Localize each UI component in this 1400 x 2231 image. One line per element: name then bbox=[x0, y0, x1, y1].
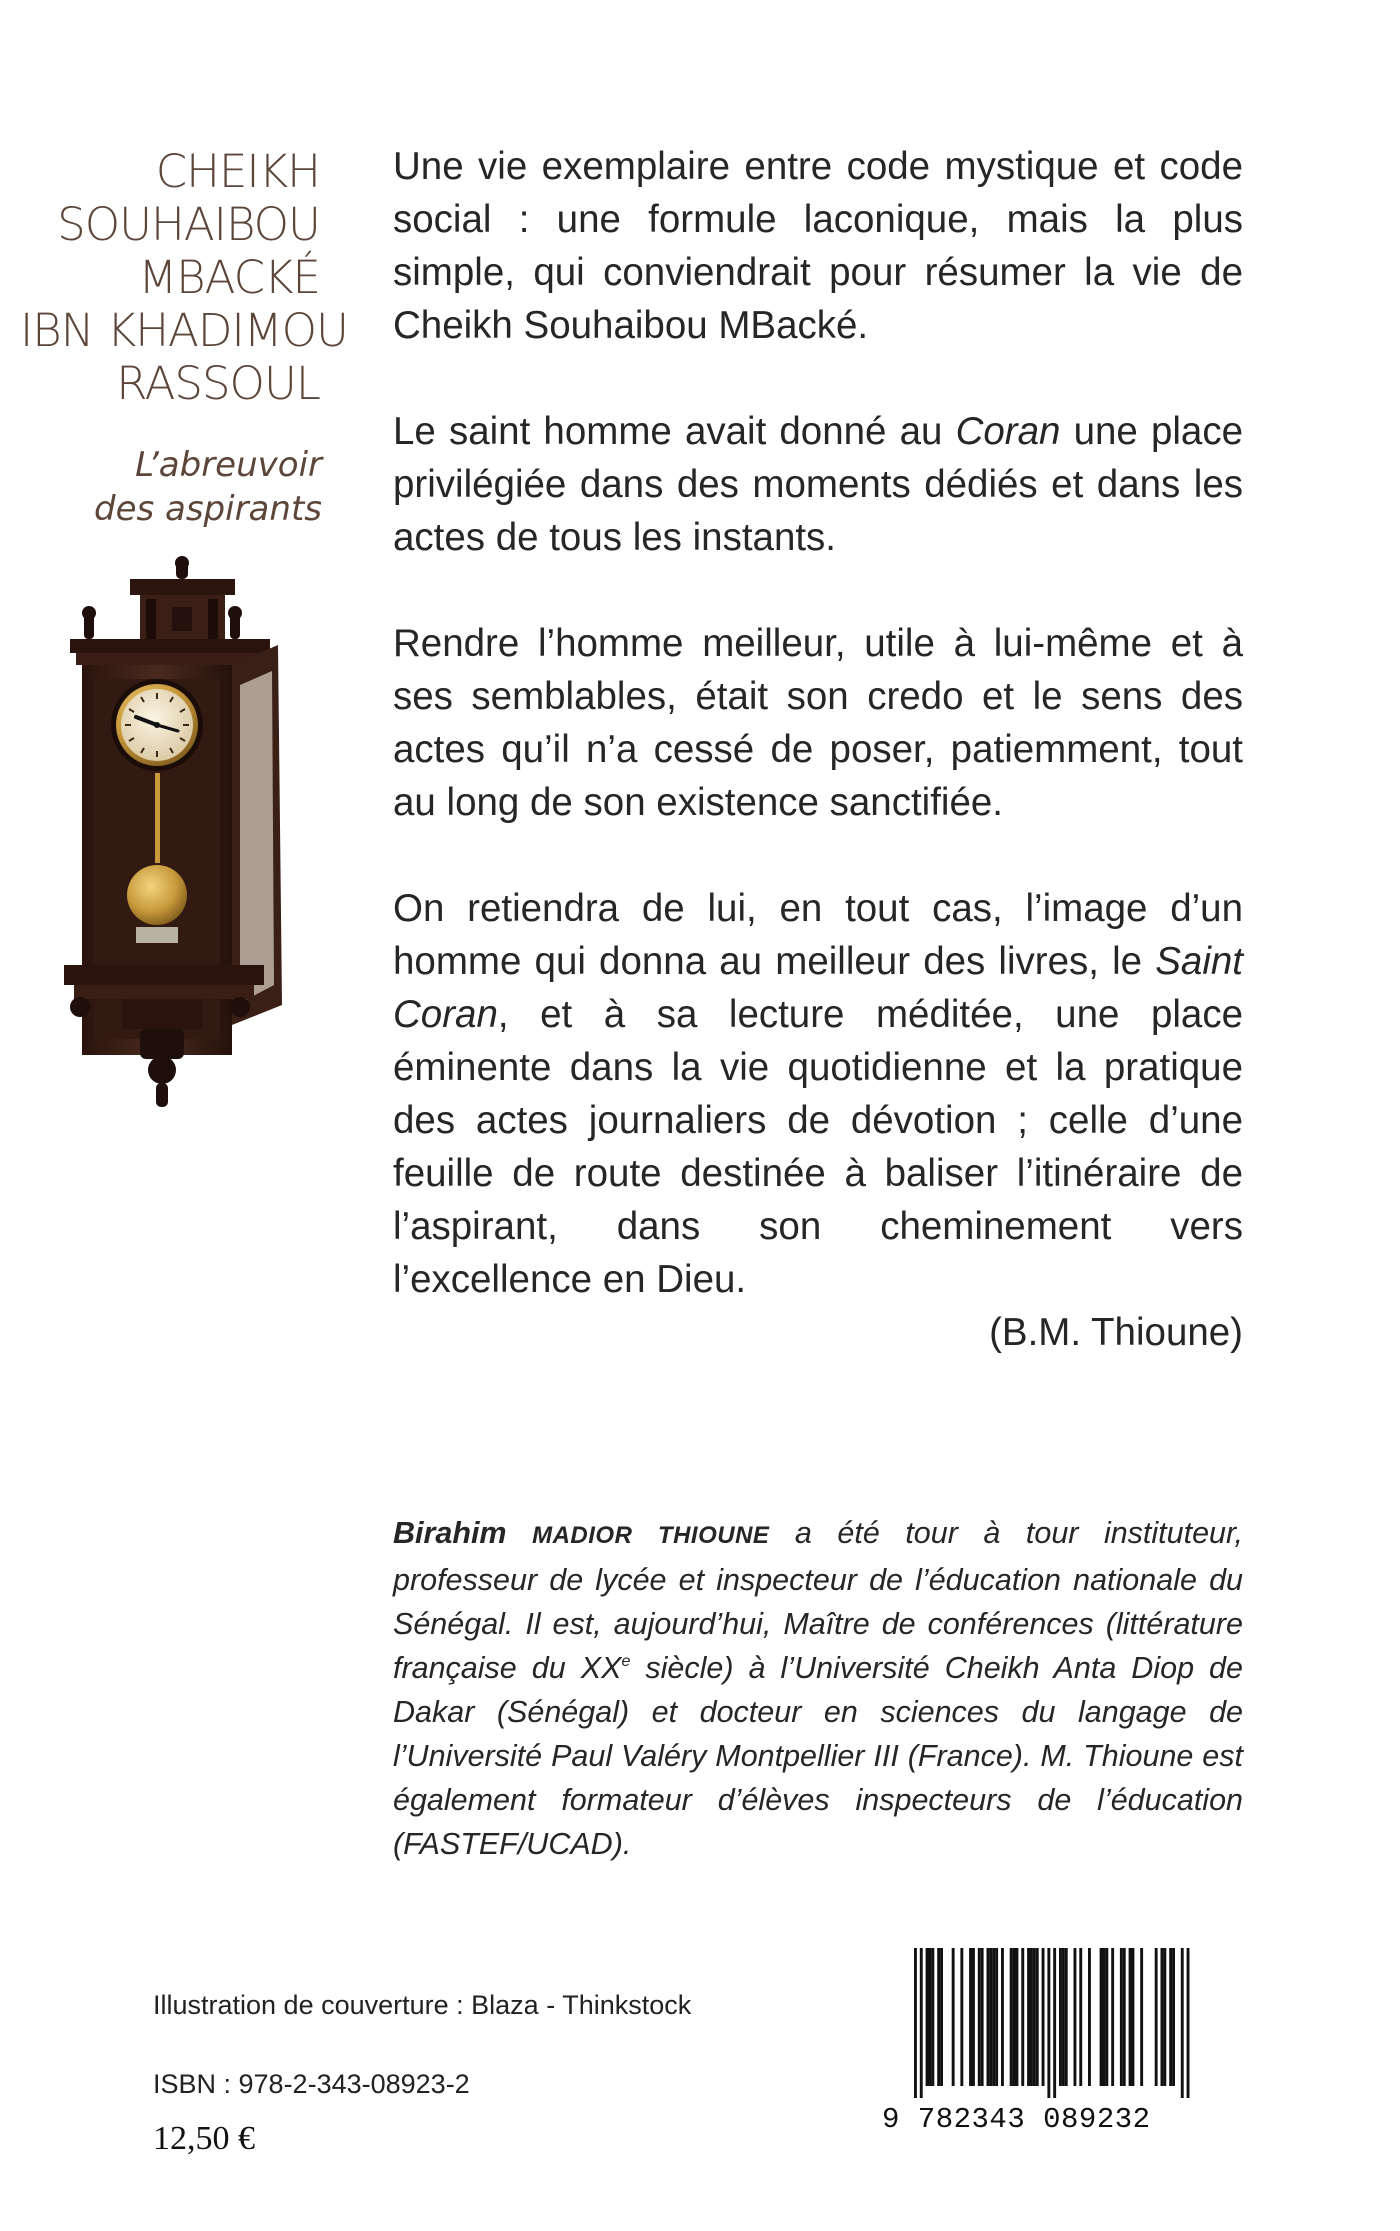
subtitle-line: des aspirants bbox=[93, 489, 322, 529]
barcode-bar bbox=[987, 1948, 990, 2086]
author-first-name: Birahim bbox=[393, 1516, 507, 1550]
book-title bbox=[20, 145, 348, 410]
barcode-bar bbox=[1079, 1948, 1082, 2086]
barcode-bar bbox=[1132, 1948, 1135, 2086]
paragraph: Une vie exemplaire entre code mystique et code social : une formule laconique, mais la plus simple, qui conviendrait pour résumer la vie de Cheikh Souhaibou MBacké. bbox=[393, 145, 1243, 347]
wall-clock-icon bbox=[60, 555, 330, 1115]
isbn: ISBN : 978-2-343-08923-2 bbox=[153, 2069, 470, 2099]
bio-text: siècle) à l’Université Cheikh Anta Diop de Dakar (Sénégal) et docteur en sciences du langage de l’Université Paul Valéry Montpellier III (France). M. Thioune est également formateur d’élèves inspecteurs de l’éducation (FASTEF/UCAD). bbox=[393, 1651, 1243, 1861]
barcode-bar bbox=[1047, 1948, 1050, 2098]
barcode-bar bbox=[1016, 1948, 1019, 2086]
barcode-bar bbox=[1042, 1948, 1045, 2086]
subtitle-line: L’abreuvoir bbox=[135, 445, 322, 485]
barcode-bar bbox=[1027, 1948, 1030, 2086]
text-run: , et à sa lecture méditée, une place éminente dans la vie quotidienne et la pratique des actes journaliers de dévotion ; celle d’une feuille de route destinée à baliser l’itinéraire de l’aspirant, dans son cheminement vers l’excellence en Dieu. bbox=[393, 993, 1243, 1301]
author-middle-name: MADIOR bbox=[532, 1522, 633, 1549]
barcode-bar bbox=[1181, 1948, 1184, 2098]
italic-run: Coran bbox=[955, 410, 1061, 453]
paragraph bbox=[393, 882, 1243, 1306]
title-line: MBACKÉ bbox=[138, 251, 320, 304]
author-last-name: THIOUNE bbox=[657, 1522, 770, 1549]
barcode-bar bbox=[1105, 1948, 1108, 2086]
barcode-bar bbox=[1074, 1948, 1077, 2086]
barcode-bar bbox=[978, 1948, 981, 2086]
text-run: Le saint homme avait donné au bbox=[393, 410, 956, 453]
author-bio bbox=[393, 1511, 1243, 1866]
barcode-bar bbox=[914, 1948, 917, 2098]
barcode-bar bbox=[1001, 1948, 1004, 2086]
barcode-bar bbox=[1169, 1948, 1172, 2086]
title-line: CHEIKH bbox=[155, 145, 320, 198]
barcode-bar bbox=[1103, 1948, 1106, 2086]
book-subtitle bbox=[60, 443, 322, 531]
barcode-bar bbox=[981, 1948, 984, 2086]
barcode-bar bbox=[937, 1948, 940, 2086]
text-run: On retiendra de lui, en tout cas, l’image d’un homme qui donna au meilleur des livres, le bbox=[393, 887, 1243, 983]
barcode-bar bbox=[1172, 1948, 1175, 2086]
barcode-bar bbox=[1062, 1948, 1065, 2086]
barcode-bar bbox=[920, 1948, 923, 2098]
barcode-bar bbox=[1033, 1948, 1036, 2086]
barcode-bar bbox=[940, 1948, 943, 2086]
barcode-bar bbox=[1163, 1948, 1166, 2086]
title-line: SOUHAIBOU bbox=[57, 198, 320, 251]
illustration-credit: Illustration de couverture : Blaza - Thinkstock bbox=[153, 1990, 692, 2020]
paragraph bbox=[393, 405, 1243, 564]
bio-superscript: e bbox=[621, 1653, 631, 1670]
barcode-bar bbox=[1021, 1948, 1024, 2086]
barcode-bar bbox=[995, 1948, 998, 2086]
text-run: une place privilégiée dans des moments dédiés et dans les actes de tous les instants. bbox=[393, 410, 1243, 559]
barcode-bar bbox=[1155, 1948, 1158, 2086]
barcode bbox=[882, 1948, 1232, 2148]
barcode-bar bbox=[1053, 1948, 1056, 2098]
barcode-bar bbox=[1140, 1948, 1143, 2086]
barcode-bar bbox=[972, 1948, 975, 2086]
barcode-bar bbox=[989, 1948, 992, 2086]
author-name bbox=[393, 1516, 769, 1550]
barcode-bar bbox=[992, 1948, 995, 2086]
barcode-bar bbox=[931, 1948, 934, 2086]
barcode-bar bbox=[1030, 1948, 1033, 2086]
barcode-bar bbox=[1065, 1948, 1068, 2086]
barcode-bar bbox=[1010, 1948, 1013, 2086]
price: 12,50 € bbox=[153, 2120, 255, 2157]
barcode-bar bbox=[1036, 1948, 1039, 2086]
attribution: (B.M. Thioune) bbox=[989, 1311, 1243, 1354]
barcode-bar bbox=[1013, 1948, 1016, 2086]
barcode-bar bbox=[969, 1948, 972, 2086]
barcode-bar bbox=[1088, 1948, 1091, 2086]
title-line: RASSOUL bbox=[116, 357, 320, 410]
barcode-bar bbox=[929, 1948, 932, 2086]
barcode-bar bbox=[1100, 1948, 1103, 2086]
title-line: IBN KHADIMOU bbox=[20, 304, 348, 357]
barcode-bar bbox=[1120, 1948, 1123, 2086]
back-cover-text bbox=[393, 140, 1243, 1359]
italic-run: Saint Coran bbox=[393, 940, 1243, 1036]
barcode-bar bbox=[1123, 1948, 1126, 2086]
barcode-bar bbox=[960, 1948, 963, 2086]
paragraph: Rendre l’homme meilleur, utile à lui-même et à ses semblables, était son credo et le sens des actes qu’il n’a cessé de poser, patiemment, tout au long de son existence sanctifiée. bbox=[393, 622, 1243, 824]
barcode-bars bbox=[882, 1948, 1232, 2098]
bio-text: a été tour à tour instituteur, professeur de lycée et inspecteur de l’éducation nationale du Sénégal. Il est, aujourd’hui, Maître de conférences (littérature française du XX bbox=[393, 1516, 1243, 1685]
barcode-bar bbox=[1161, 1948, 1164, 2086]
barcode-bar bbox=[1187, 1948, 1190, 2098]
barcode-bar bbox=[952, 1948, 955, 2086]
barcode-bar bbox=[1129, 1948, 1132, 2086]
barcode-bar bbox=[926, 1948, 929, 2086]
barcode-digits: 9 782343 089232 bbox=[882, 2103, 1151, 2136]
barcode-bar bbox=[1111, 1948, 1114, 2086]
barcode-bar bbox=[1059, 1948, 1062, 2086]
